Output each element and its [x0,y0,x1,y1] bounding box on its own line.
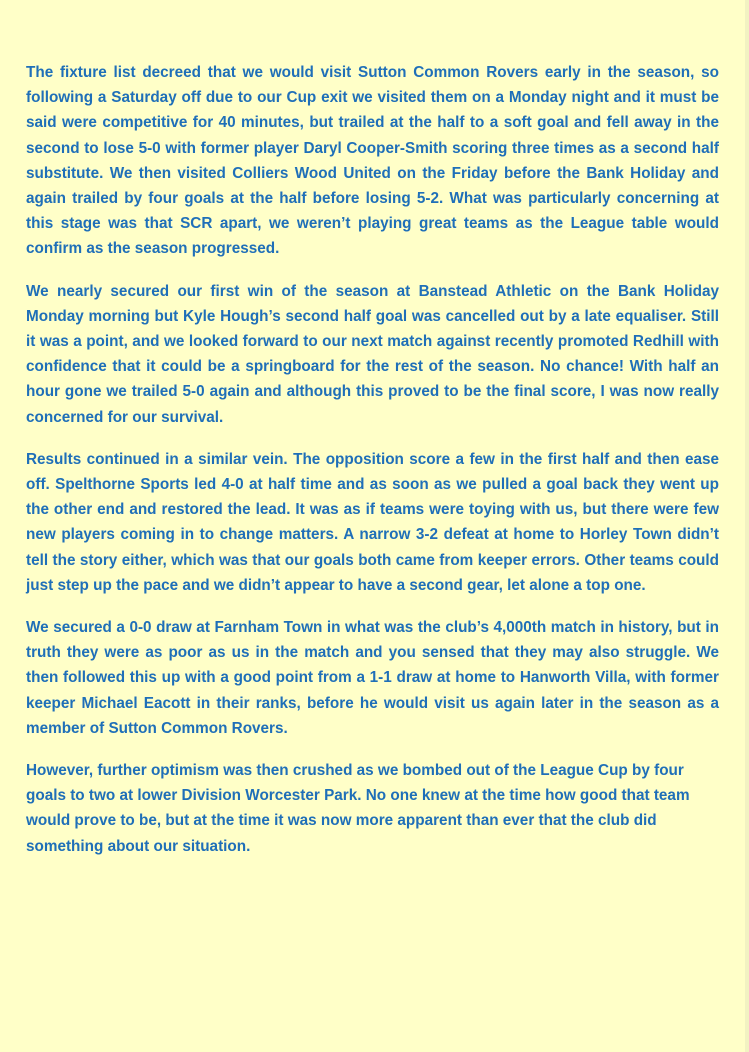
paragraph-4: We secured a 0-0 draw at Farnham Town in what was the club’s 4,000th match in history, but in truth they were as poor as us in the match and you sensed that they may also struggle. We then followed this up with a good point from a 1-1 draw at home to Hanworth Villa, with former keeper Michael Eacott in their ranks, before he would visit us again later in the season as a member of Sutton Common Rovers. [26,619,719,737]
paragraph-1: The fixture list decreed that we would visit Sutton Common Rovers early in the season, so following a Saturday off due to our Cup exit we visited them on a Monday night and it must be said were competitive for 40 minutes, but trailed at the half to a soft goal and fell away in the second to lose 5-0 with former player Daryl Cooper-Smith scoring three times as a second half substitute. We then visited Colliers Wood United on the Friday before the Bank Holiday and again trailed by four goals at the half before losing 5-2. What was particularly concerning at this stage was that SCR apart, we weren’t playing great teams as the League table would confirm as the season progressed. [26,64,719,258]
paragraph-2: We nearly secured our first win of the season at Banstead Athletic on the Bank Holiday Monday morning but Kyle Hough’s second half goal was cancelled out by a late equaliser. Still it was a point, and we looked forward to our next match against recently promoted Redhill with confidence that it could be a springboard for the rest of the season. No chance! With half an hour gone we trailed 5-0 again and although this proved to be the final score, I was now really concerned for our survival. [26,282,719,426]
paragraph-5: However, further optimism was then crushed as we bombed out of the League Cup by four goals to two at lower Division Worcester Park. No one knew at the time how good that team would prove to be, but at the time it was now more apparent than ever that the club did something about our situation. [26,762,690,855]
paragraph-3: Results continued in a similar vein. The opposition score a few in the first half and then ease off. Spelthorne Sports led 4-0 at half time and as soon as we pulled a goal back they went up the other end and restored the lead. It was as if teams were toying with us, but there were few new players coming in to change matters. A narrow 3-2 defeat at home to Horley Town didn’t tell the story either, which was that our goals both came from keeper errors. Other teams could just step up the pace and we didn’t appear to have a second gear, let alone a top one. [26,450,719,594]
document-body [26,60,719,876]
